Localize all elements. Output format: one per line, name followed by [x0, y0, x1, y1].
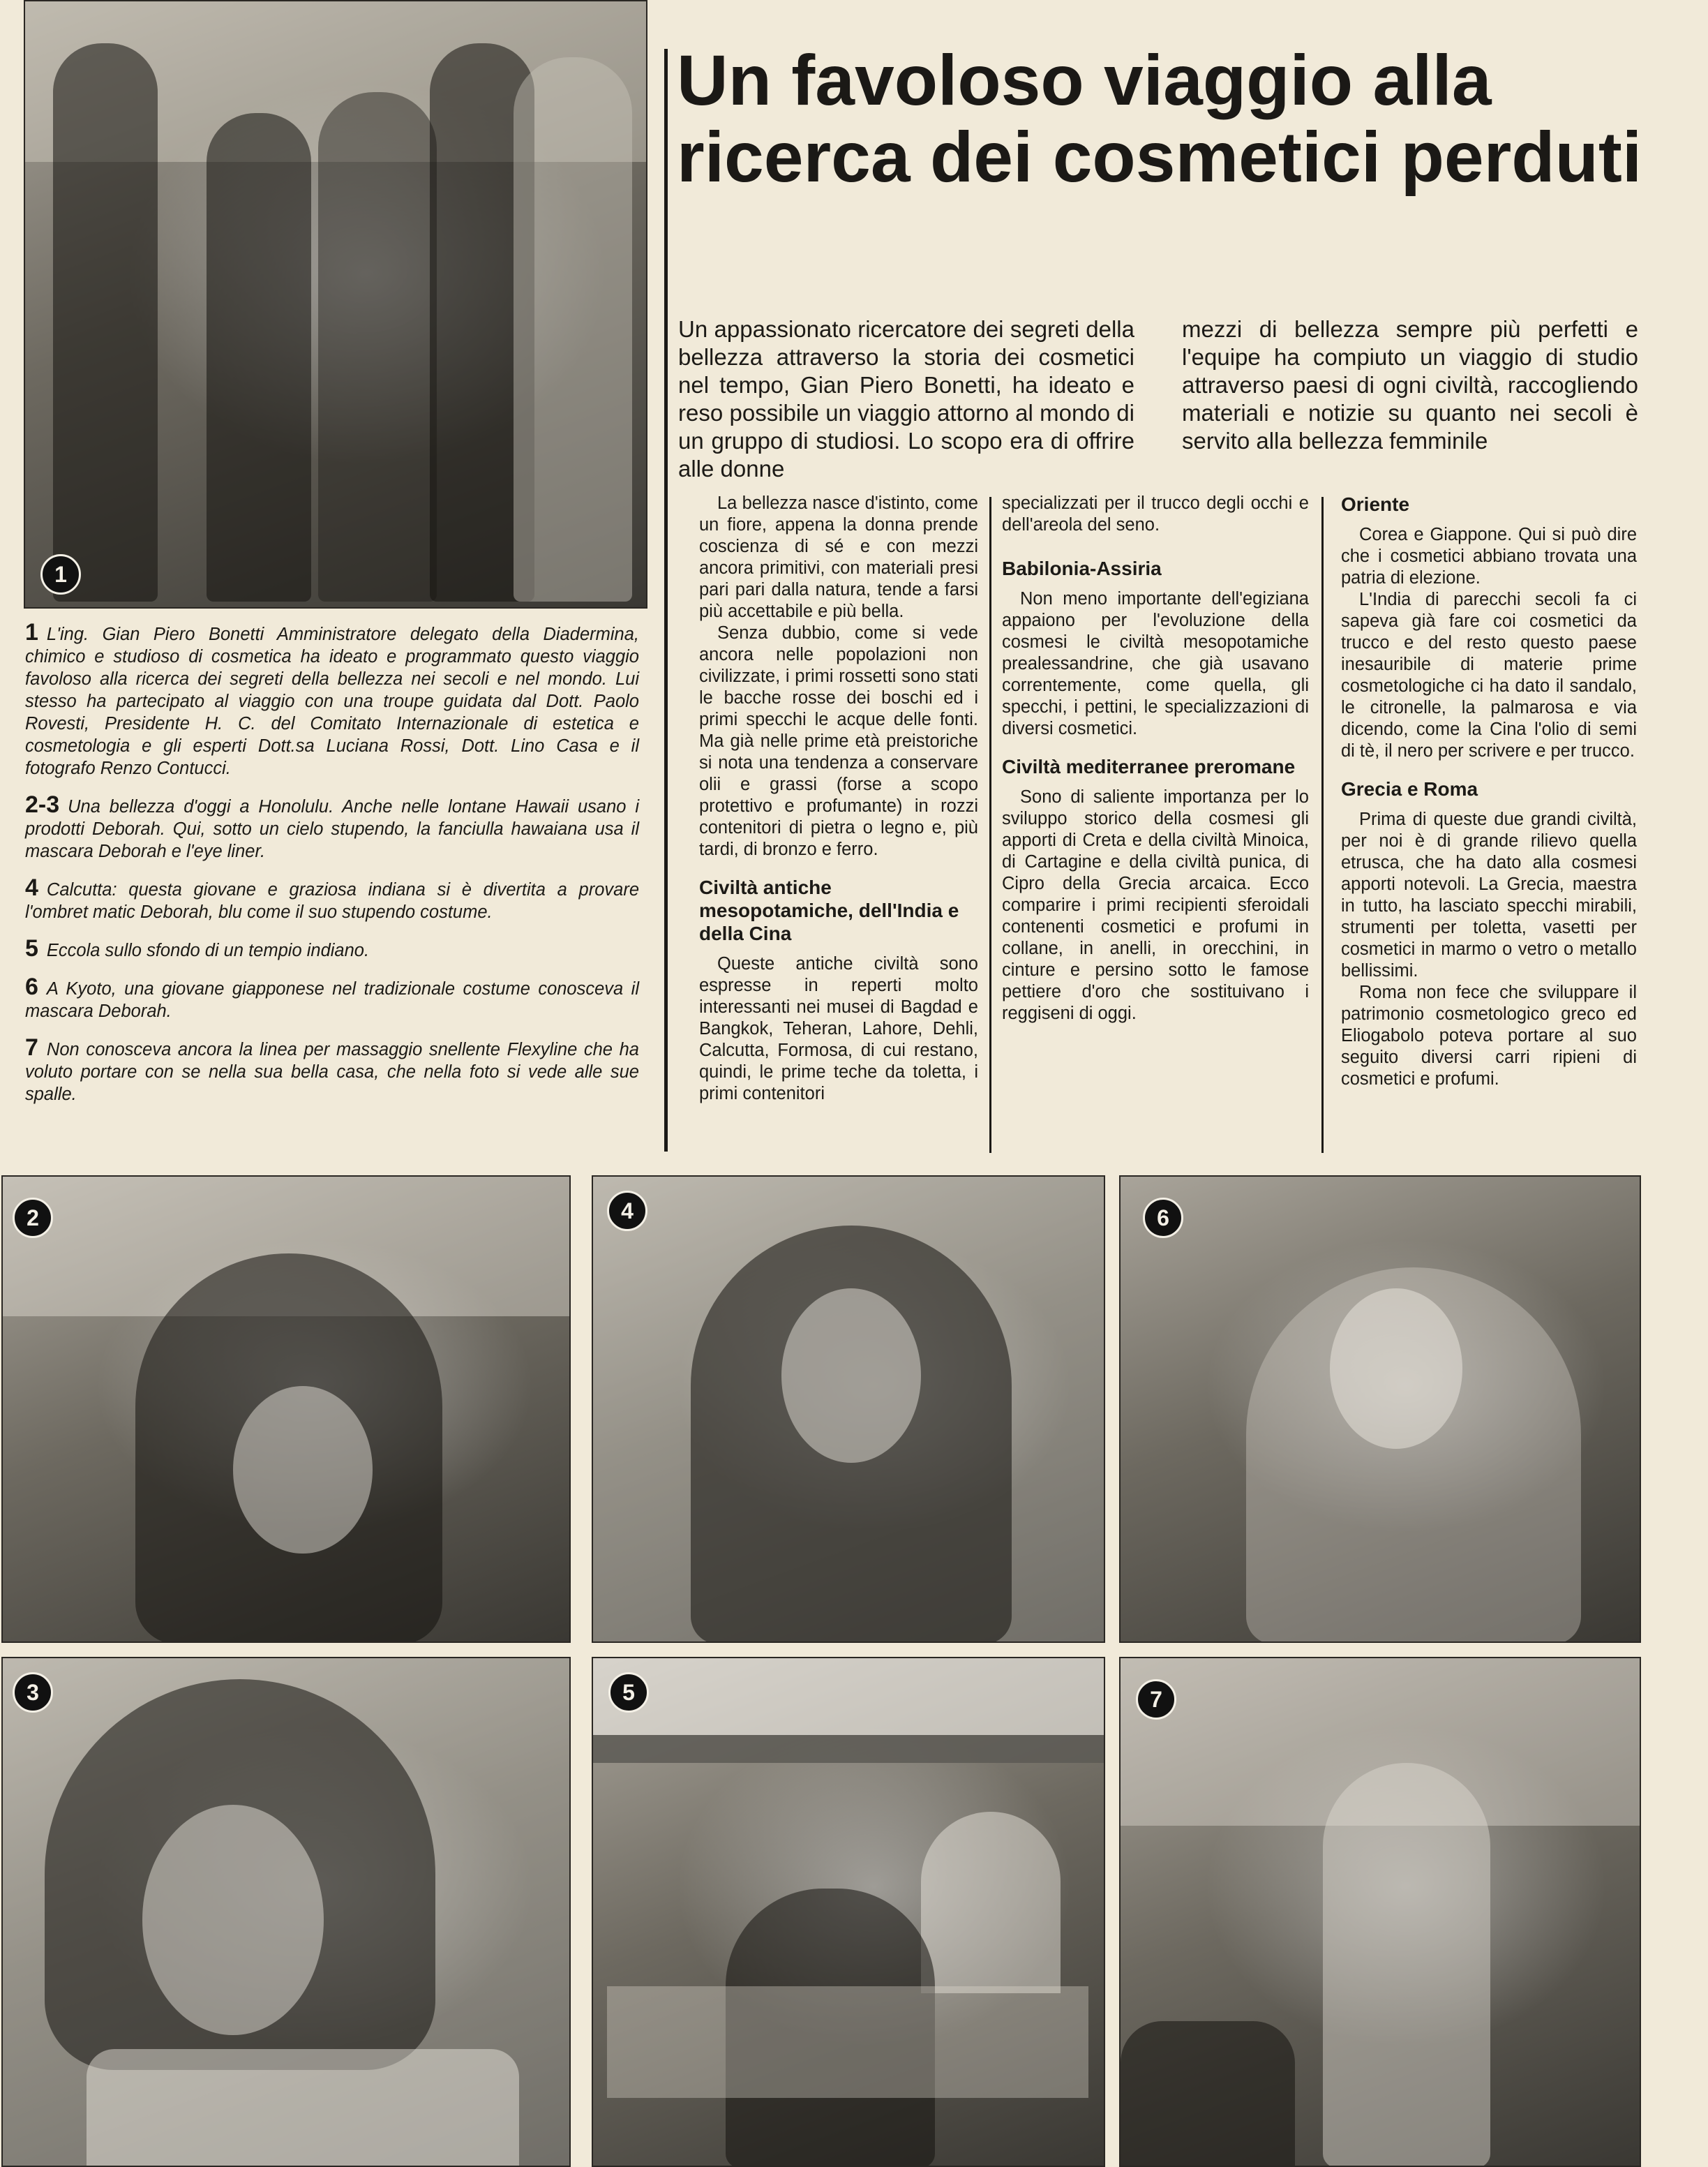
col3-paragraph-2: L'India di parecchi secoli fa ci sapeva già fare coi cosmetici da trucco e del resto questo paese inesauribile di materie prime cosmetologiche ci ha dato il sandalo, le citronelle, la palmarosa e via dicendo, come la Cina l'olio di semi di tè, il nero per scrivere e per trucco. — [1341, 590, 1637, 761]
col1-heading-1: Civiltà antiche mesopotamiche, dell'India e della Cina — [699, 877, 959, 944]
photo-kyoto-2 — [1119, 1657, 1641, 2167]
photo-number-4: 4 — [607, 1191, 647, 1231]
caption-number: 2-3 — [25, 791, 60, 818]
col3-paragraph-1: Corea e Giappone. Qui si può dire che i cosmetici abbiano trovata una patria di elezione. — [1341, 525, 1637, 588]
text-column-2 — [1002, 493, 1309, 1025]
caption-number: 4 — [25, 874, 38, 901]
caption-number: 1 — [25, 619, 38, 646]
caption-text: A Kyoto, una giovane giapponese nel tradizionale costume conosceva il mascara Deborah. — [25, 979, 639, 1021]
article-title: Un favoloso viaggio alla ricerca dei cosmetici perduti — [677, 40, 1642, 197]
col3-heading-2: Grecia e Roma — [1341, 778, 1478, 800]
col2-paragraph-3: Sono di saliente importanza per lo sviluppo storico della cosmesi gli apporti di Creta e della civiltà Minoica, di Cartagine e della civiltà punica, di Cipro della Grecia arcaica. Ecco comparire i primi recipienti sferoidali contenenti cosmetici e profumi in collane, in anelli, in orecchini, in cinture e persino sotto le famose pettiere d'oro che sostituivano i reggiseni di oggi. — [1002, 787, 1309, 1023]
photo-number-2: 2 — [13, 1198, 53, 1238]
photo-kyoto-1 — [1119, 1175, 1641, 1643]
col3-paragraph-4: Roma non fece che sviluppare il patrimonio cosmetologico greco ed Eliogabolo poteva portare al suo seguito diversi carri ripieni di cosmetici e profumi. — [1341, 983, 1637, 1089]
photo-number-6: 6 — [1143, 1198, 1183, 1238]
caption-5 — [25, 937, 639, 962]
caption-4 — [25, 874, 639, 923]
photo-calcutta — [592, 1175, 1105, 1643]
photo-temple — [592, 1657, 1105, 2167]
caption-1 — [25, 621, 639, 780]
col3-paragraph-3: Prima di queste due grandi civiltà, per noi è di grande rilievo quella etrusca, che ha dato alla cosmesi apporti notevoli. La Grecia, maestra in tutto, ha lasciato specchi mirabili, strumenti per toletta, vasetti per cosmetici in marmo o vetro o metallo bellissimi. — [1341, 810, 1637, 981]
col1-paragraph-3: Queste antiche civiltà sono espresse in reperti molto interessanti nei musei di Bagdad e Bangkok, Teheran, Lahore, Dehli, Calcutta, Formosa, di cui restano, quindi, le prime teche da toletta, i primi contenitori — [699, 954, 978, 1103]
caption-number: 6 — [25, 974, 38, 1000]
caption-text: Una bellezza d'oggi a Honolulu. Anche nelle lontane Hawaii usano i prodotti Deborah. Qui, sotto un cielo stupendo, la fanciulla hawaiana usa il mascara Deborah e l'eye liner. — [25, 797, 639, 861]
caption-text: Eccola sullo sfondo di un tempio indiano. — [46, 941, 370, 960]
text-column-1 — [699, 493, 978, 1105]
photo-hawaii-2 — [1, 1657, 571, 2167]
caption-6 — [25, 976, 639, 1022]
photo-group — [24, 0, 647, 609]
col2-paragraph-2: Non meno importante dell'egiziana appaiono per l'evoluzione della cosmesi le civiltà mesopotamiche prealessandrine, che già usavano correntemente, come quella, gli specchi, i pettini, le specializzazioni di diversi cosmetici. — [1002, 589, 1309, 738]
lead-left: Un appassionato ricercatore dei segreti della bellezza attraverso la storia dei cosmetici nel tempo, Gian Piero Bonetti, ha ideato e reso possibile un viaggio attorno al mondo di un gruppo di studiosi. Lo scopo era di offrire alle donne — [678, 316, 1134, 482]
caption-text: Non conosceva ancora la linea per massaggio snellente Flexyline che ha voluto portare con se nella sua bella casa, che nella foto si vede alle sue spalle. — [25, 1040, 639, 1104]
caption-text: L'ing. Gian Piero Bonetti Amministratore delegato della Diadermina, chimico e studioso di cosmetica ha ideato e programmato questo viaggio favoloso alla ricerca dei segreti della bellezza nei secoli e nel mondo. Lui stesso ha partecipato al viaggio con una troupe guidata dal Dott. Paolo Rovesti, Presidente H. C. del Comitato Internazionale di estetica e cosmetologia e gli esperti Dott.sa Luciana Rossi, Dott. Lino Casa e il fotografo Renzo Contucci. — [25, 625, 639, 778]
title-rule — [664, 49, 668, 1152]
col3-heading-1: Oriente — [1341, 493, 1410, 515]
photo-number-3: 3 — [13, 1672, 53, 1713]
photo-number-5: 5 — [608, 1672, 649, 1713]
caption-2-3 — [25, 791, 639, 863]
column-rule-1 — [989, 497, 991, 1153]
col2-heading-2: Civiltà mediterranee preromane — [1002, 756, 1296, 777]
photo-number-7: 7 — [1136, 1679, 1176, 1720]
caption-7 — [25, 1036, 639, 1105]
photo-hawaii-1 — [1, 1175, 571, 1643]
col1-paragraph-2: Senza dubbio, come si vede ancora nelle popolazioni non civilizzate, i primi rossetti sono stati le bacche rosse dei boschi ed i primi specchi le acque delle fonti. Ma già nelle prime età preistoriche si nota una tendenza a conservare olii e grassi (forse a scopo protettivo e profumante) in rozzi contenitori di pietra o legno e, più tardi, di bronzo e ferro. — [699, 623, 978, 859]
caption-number: 5 — [25, 935, 38, 962]
col1-paragraph-1: La bellezza nasce d'istinto, come un fiore, appena la donna prende coscienza di sé e con mezzi ancora primitivi, con materiali presi pari pari dalla natura, tende a farsi più accettabile e più bella. — [699, 493, 978, 621]
text-column-3 — [1341, 493, 1637, 1090]
column-rule-2 — [1321, 497, 1324, 1153]
lead-right: mezzi di bellezza sempre più perfetti e l'equipe ha compiuto un viaggio di studio attraverso paesi di ogni civiltà, raccogliendo materiali e notizie su quanto nei secoli è servito alla bellezza femminile — [1182, 316, 1638, 454]
caption-number: 7 — [25, 1034, 38, 1061]
caption-text: Calcutta: questa giovane e graziosa indiana si è divertita a provare l'ombret matic Deborah, blu come il suo stupendo costume. — [25, 880, 639, 922]
photo-captions — [25, 621, 639, 1119]
col2-paragraph-1: specializzati per il trucco degli occhi e dell'areola del seno. — [1002, 493, 1309, 535]
col2-heading-1: Babilonia-Assiria — [1002, 558, 1162, 579]
photo-number-1: 1 — [40, 554, 81, 595]
